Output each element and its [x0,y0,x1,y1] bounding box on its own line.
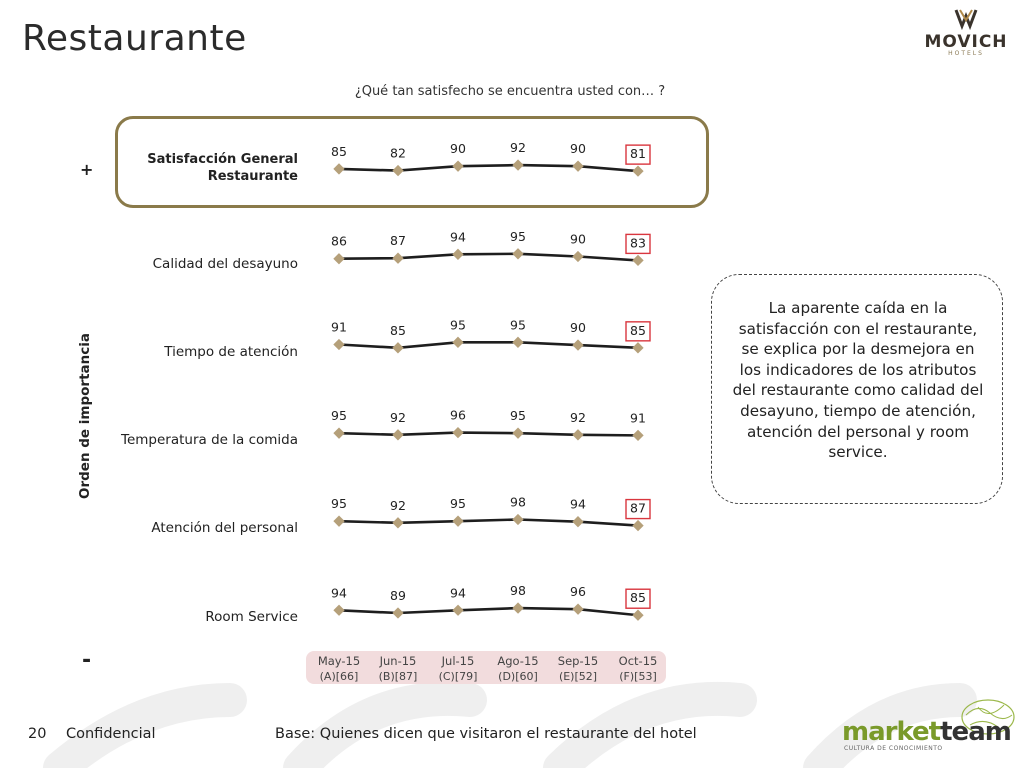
movich-wordmark: MOVICH [924,32,1008,52]
x-tick-label: May-15 [317,654,361,668]
movich-subtitle: HOTELS [948,50,984,57]
series-label-temperatura: Temperatura de la comida [121,432,298,448]
data-label: 85 [630,322,646,338]
x-tick-label: Jul-15 [441,654,475,668]
page-title: Restaurante [22,18,247,59]
data-label: 94 [450,229,466,245]
data-label: 85 [390,322,406,338]
data-label: 98 [510,494,526,510]
data-label: 92 [390,497,406,513]
insight-text: La aparente caída en la satisfacción con el restaurante, se explica por la desmejora en los indicadores de los atributos del restaurante como calidad del desayuno, tiempo de atención, atención del personal y room service. [732,299,984,462]
data-label: 90 [570,320,586,336]
marketteam-wordmark [842,717,1011,747]
series-label-tiempo: Tiempo de atención [164,344,298,360]
data-label: 96 [450,407,466,423]
data-label: 96 [570,584,586,600]
data-label: 91 [630,410,646,426]
movich-logo [918,6,1014,58]
data-label: 91 [331,319,347,335]
marketteam-team: team [940,717,1011,747]
data-label: 82 [390,145,406,161]
x-tick-code: (D)[60] [498,670,538,683]
data-label: 87 [630,500,646,516]
base-note: Base: Quienes dicen que visitaron el restaurante del hotel [275,726,697,742]
marketteam-tagline: CULTURA DE CONOCIMIENTO [844,745,943,752]
data-label: 95 [510,317,526,333]
data-label: 92 [510,140,526,156]
series-label-room-service: Room Service [205,609,298,625]
data-label: 83 [630,235,646,251]
x-tick-code: (C)[79] [438,670,478,683]
data-label: 90 [570,231,586,247]
x-tick-code: (F)[53] [619,670,657,683]
page-number: 20 [28,726,47,742]
x-tick-code: (A)[66] [319,670,359,683]
x-tick-code: (E)[52] [558,670,598,683]
data-label: 81 [630,146,646,162]
data-label: 87 [390,233,406,249]
data-label: 85 [630,590,646,606]
data-label: 98 [510,583,526,599]
data-label: 85 [331,143,347,159]
series-label-personal: Atención del personal [151,520,298,536]
data-label: 95 [510,408,526,424]
x-tick-label: Jun-15 [379,654,417,668]
data-label: 94 [570,496,586,512]
series-label-general [118,151,298,185]
data-label: 95 [331,408,347,424]
data-label: 94 [331,585,347,601]
importance-minus-marker: - [82,648,92,673]
data-label: 90 [450,141,466,157]
x-tick-label: Oct-15 [618,654,658,668]
period-band [306,651,666,684]
data-label: 95 [450,496,466,512]
confidential-label: Confidencial [66,726,156,742]
x-tick-label: Sep-15 [557,654,599,668]
data-label: 92 [390,409,406,425]
marketteam-logo [840,703,1011,753]
data-label: 86 [331,233,347,249]
data-label: 95 [450,317,466,333]
data-label: 92 [570,409,586,425]
marketteam-market: market [842,717,941,747]
data-label: 95 [510,228,526,244]
series-label-desayuno: Calidad del desayuno [152,256,298,272]
data-label: 94 [450,585,466,601]
x-tick-label: Ago-15 [497,654,539,668]
axis-title-importance: Orden de importancia [77,333,93,499]
data-label: 90 [570,141,586,157]
insight-callout [711,274,1003,504]
movich-crown-icon [918,6,1014,32]
data-label: 89 [390,588,406,604]
chart-question: ¿Qué tan satisfecho se encuentra usted con… ? [354,84,666,99]
importance-plus-marker: + [80,160,94,179]
series-label-general-text: Satisfacción General Restaurante [147,152,298,184]
data-label: 95 [331,496,347,512]
x-tick-code: (B)[87] [378,670,418,683]
